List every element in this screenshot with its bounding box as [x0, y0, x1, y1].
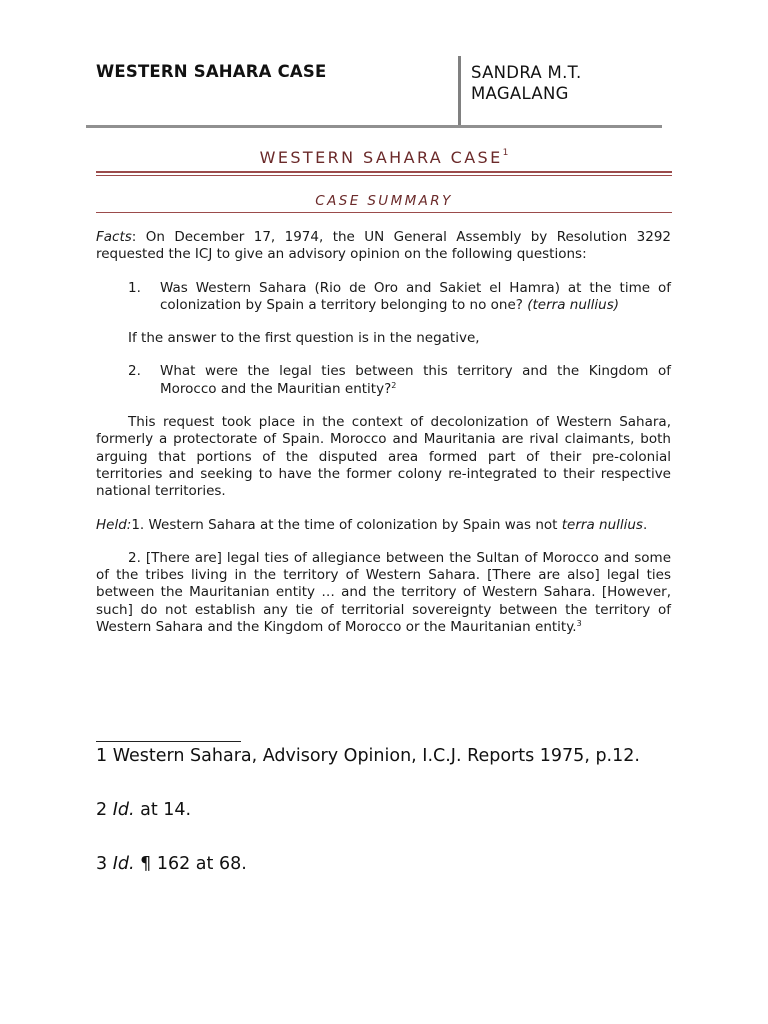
held-end-1: .: [642, 516, 648, 533]
footnote-1-number: 1: [96, 746, 108, 766]
footnote-3-number: 3: [96, 854, 108, 874]
held-footnote-ref: 3: [576, 619, 582, 629]
header-case-title: WESTERN SAHARA CASE: [96, 62, 327, 81]
footnote-1-text: Western Sahara, Advisory Opinion, I.C.J. Reports 1975, p.12.: [112, 746, 640, 766]
document-body: [96, 229, 671, 636]
question-1-number: 1.: [128, 279, 141, 296]
question-2-number: 2.: [128, 363, 141, 380]
author-line-2: MAGALANG: [471, 84, 569, 103]
question-1-italic: (terra nullius): [527, 296, 620, 313]
footnote-1: [96, 744, 676, 768]
section-subtitle: CASE SUMMARY: [315, 193, 453, 209]
title-footnote-ref: 1: [502, 148, 509, 158]
title-rule-thick: [96, 171, 672, 173]
held-paragraph-1: [96, 517, 671, 534]
facts-label: Facts: [96, 229, 132, 245]
footnote-separator: [96, 741, 241, 742]
footnote-2-text: at 14.: [140, 800, 192, 820]
context-paragraph: This request took place in the context of decolonization of Western Sahara, formerly a protectorate of Spain. Morocco and Mauritania are rival claimants, both arguing that portions of the disputed area formed part of their pre-colonial territories and seeking to have the former colony re-integrated to their respective national territories.: [96, 414, 671, 500]
question-2-footnote-ref: 2: [391, 380, 397, 390]
question-2: [96, 363, 671, 398]
title-rule-thin: [96, 175, 672, 176]
footnote-2-italic: Id.: [112, 800, 135, 820]
footnote-3-text: ¶ 162 at 68.: [140, 854, 247, 874]
conditional-line: If the answer to the first question is in the negative,: [128, 330, 480, 347]
held-text-1: 1. Western Sahara at the time of colonization by Spain was not: [131, 516, 562, 533]
held-paragraph-2: [96, 550, 671, 636]
held-text-2: 2. [There are] legal ties of allegiance between the Sultan of Morocco and some of the tribes living in the territory of Western Sahara. [There are also] legal ties between the Mauritanian entity … and the territory of Western Sahara. [However, such] do not establish any tie of territorial sovereignty between the territory of Western Sahara and the Kingdom of Morocco or the Mauritanian entity.: [96, 549, 671, 636]
document-title: [96, 148, 672, 167]
header-horizontal-divider: [86, 125, 662, 128]
subtitle-rule: [96, 212, 672, 213]
document-title-text: WESTERN SAHARA CASE: [259, 148, 503, 167]
footnote-3-italic: Id.: [112, 854, 135, 874]
held-italic-1: terra nullius: [561, 516, 643, 533]
question-1: [96, 280, 671, 315]
footnotes: [96, 744, 676, 876]
header-author: [471, 62, 661, 104]
author-line-1: SANDRA M.T.: [471, 63, 582, 82]
question-1-text: Was Western Sahara (Rio de Oro and Sakiet el Hamra) at the time of colonization by Spain a territory belonging to no one?: [160, 279, 671, 313]
question-2-text: What were the legal ties between this territory and the Kingdom of Morocco and the Mauritian entity?: [160, 363, 671, 397]
facts-text: : On December 17, 1974, the UN General Assembly by Resolution 3292 requested the ICJ to give an advisory opinion on the following questions:: [96, 229, 671, 263]
held-label: Held:: [96, 516, 132, 533]
footnote-3: [96, 852, 676, 876]
footnote-2-number: 2: [96, 800, 108, 820]
header-vertical-divider: [458, 56, 461, 126]
facts-paragraph: [96, 229, 671, 264]
footnote-2: [96, 798, 676, 822]
